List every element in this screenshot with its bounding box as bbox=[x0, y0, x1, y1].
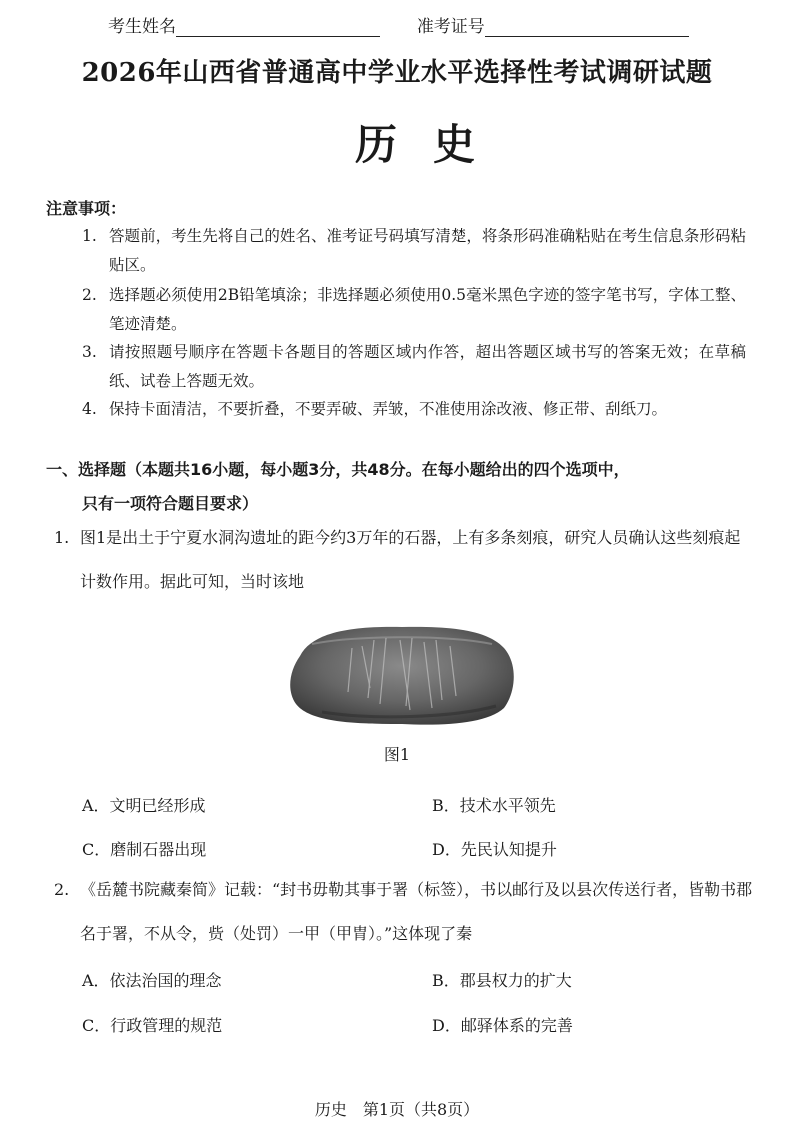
notice-item bbox=[82, 281, 746, 339]
stone-artifact-figure bbox=[282, 618, 520, 730]
section-heading bbox=[46, 453, 756, 521]
exam-id-blank[interactable] bbox=[485, 18, 689, 37]
question-number: 2. bbox=[54, 880, 70, 899]
question-stem: 图1是出土于宁夏水洞沟遗址的距今约3万年的石器，上有多条刻痕，研究人员确认这些刻痕起计数作用。据此可知，当时该地 bbox=[80, 528, 741, 591]
exam-title: 2026年山西省普通高中学业水平选择性考试调研试题 bbox=[81, 58, 713, 88]
subject-title: 历史 bbox=[354, 120, 511, 169]
notice-heading: 注意事项： bbox=[46, 199, 127, 218]
notice-item-text: 保持卡面清洁，不要折叠，不要弄破、弄皱，不准使用涂改液、修正带、刮纸刀。 bbox=[109, 400, 668, 418]
q1-option-b[interactable]: B．技术水平领先 bbox=[432, 796, 556, 815]
notice-item-text: 请按照题号顺序在答题卡各题目的答题区域内作答，超出答题区域书写的答案无效；在草稿纸、试卷上答题无效。 bbox=[109, 343, 746, 390]
question-1 bbox=[54, 516, 754, 604]
page-footer: 历史 第1页（共8页） bbox=[314, 1100, 480, 1119]
notice-item-number: 1. bbox=[82, 227, 97, 245]
q1-option-a[interactable]: A．文明已经形成 bbox=[82, 796, 206, 815]
candidate-info-fields bbox=[108, 12, 689, 37]
notice-item bbox=[82, 222, 746, 280]
notice-item-number: 3. bbox=[82, 343, 97, 361]
question-2 bbox=[54, 868, 754, 956]
q2-option-b[interactable]: B．郡县权力的扩大 bbox=[432, 971, 572, 990]
q2-option-a[interactable]: A．依法治国的理念 bbox=[82, 971, 222, 990]
notice-item-text: 选择题必须使用2B铅笔填涂；非选择题必须使用0.5毫米黑色字迹的签字笔书写，字体工整、笔迹清楚。 bbox=[109, 286, 746, 333]
q2-option-c[interactable]: C．行政管理的规范 bbox=[82, 1016, 223, 1035]
candidate-name-blank[interactable] bbox=[176, 18, 380, 37]
notice-item-text: 答题前，考生先将自己的姓名、准考证号码填写清楚，将条形码准确粘贴在考生信息条形码粘贴区。 bbox=[109, 227, 746, 274]
notice-item-number: 2. bbox=[82, 286, 97, 304]
notice-item bbox=[82, 338, 746, 396]
section-heading-line1: 一、选择题（本题共16小题，每小题3分，共48分。在每小题给出的四个选项中， bbox=[46, 460, 630, 479]
exam-id-label: 准考证号 bbox=[416, 17, 485, 37]
q2-option-d[interactable]: D．邮驿体系的完善 bbox=[432, 1016, 573, 1035]
notice-item-number: 4. bbox=[82, 400, 97, 418]
question-stem: 《岳麓书院藏秦简》记载：“封书毋勒其事于署（标签），书以邮行及以县次传送行者，皆勒书郡名于署，不从令，赀（处罚）一甲（甲胄）。”这体现了秦 bbox=[80, 880, 753, 943]
q1-option-d[interactable]: D．先民认知提升 bbox=[432, 840, 557, 859]
q1-option-c[interactable]: C．磨制石器出现 bbox=[82, 840, 207, 859]
candidate-name-label: 考生姓名 bbox=[108, 17, 176, 37]
stone-artifact-image bbox=[282, 618, 520, 730]
notice-item bbox=[82, 395, 746, 424]
section-heading-line2: 只有一项符合题目要求） bbox=[82, 494, 259, 513]
question-number: 1. bbox=[54, 528, 70, 547]
figure-caption: 图1 bbox=[383, 745, 411, 764]
